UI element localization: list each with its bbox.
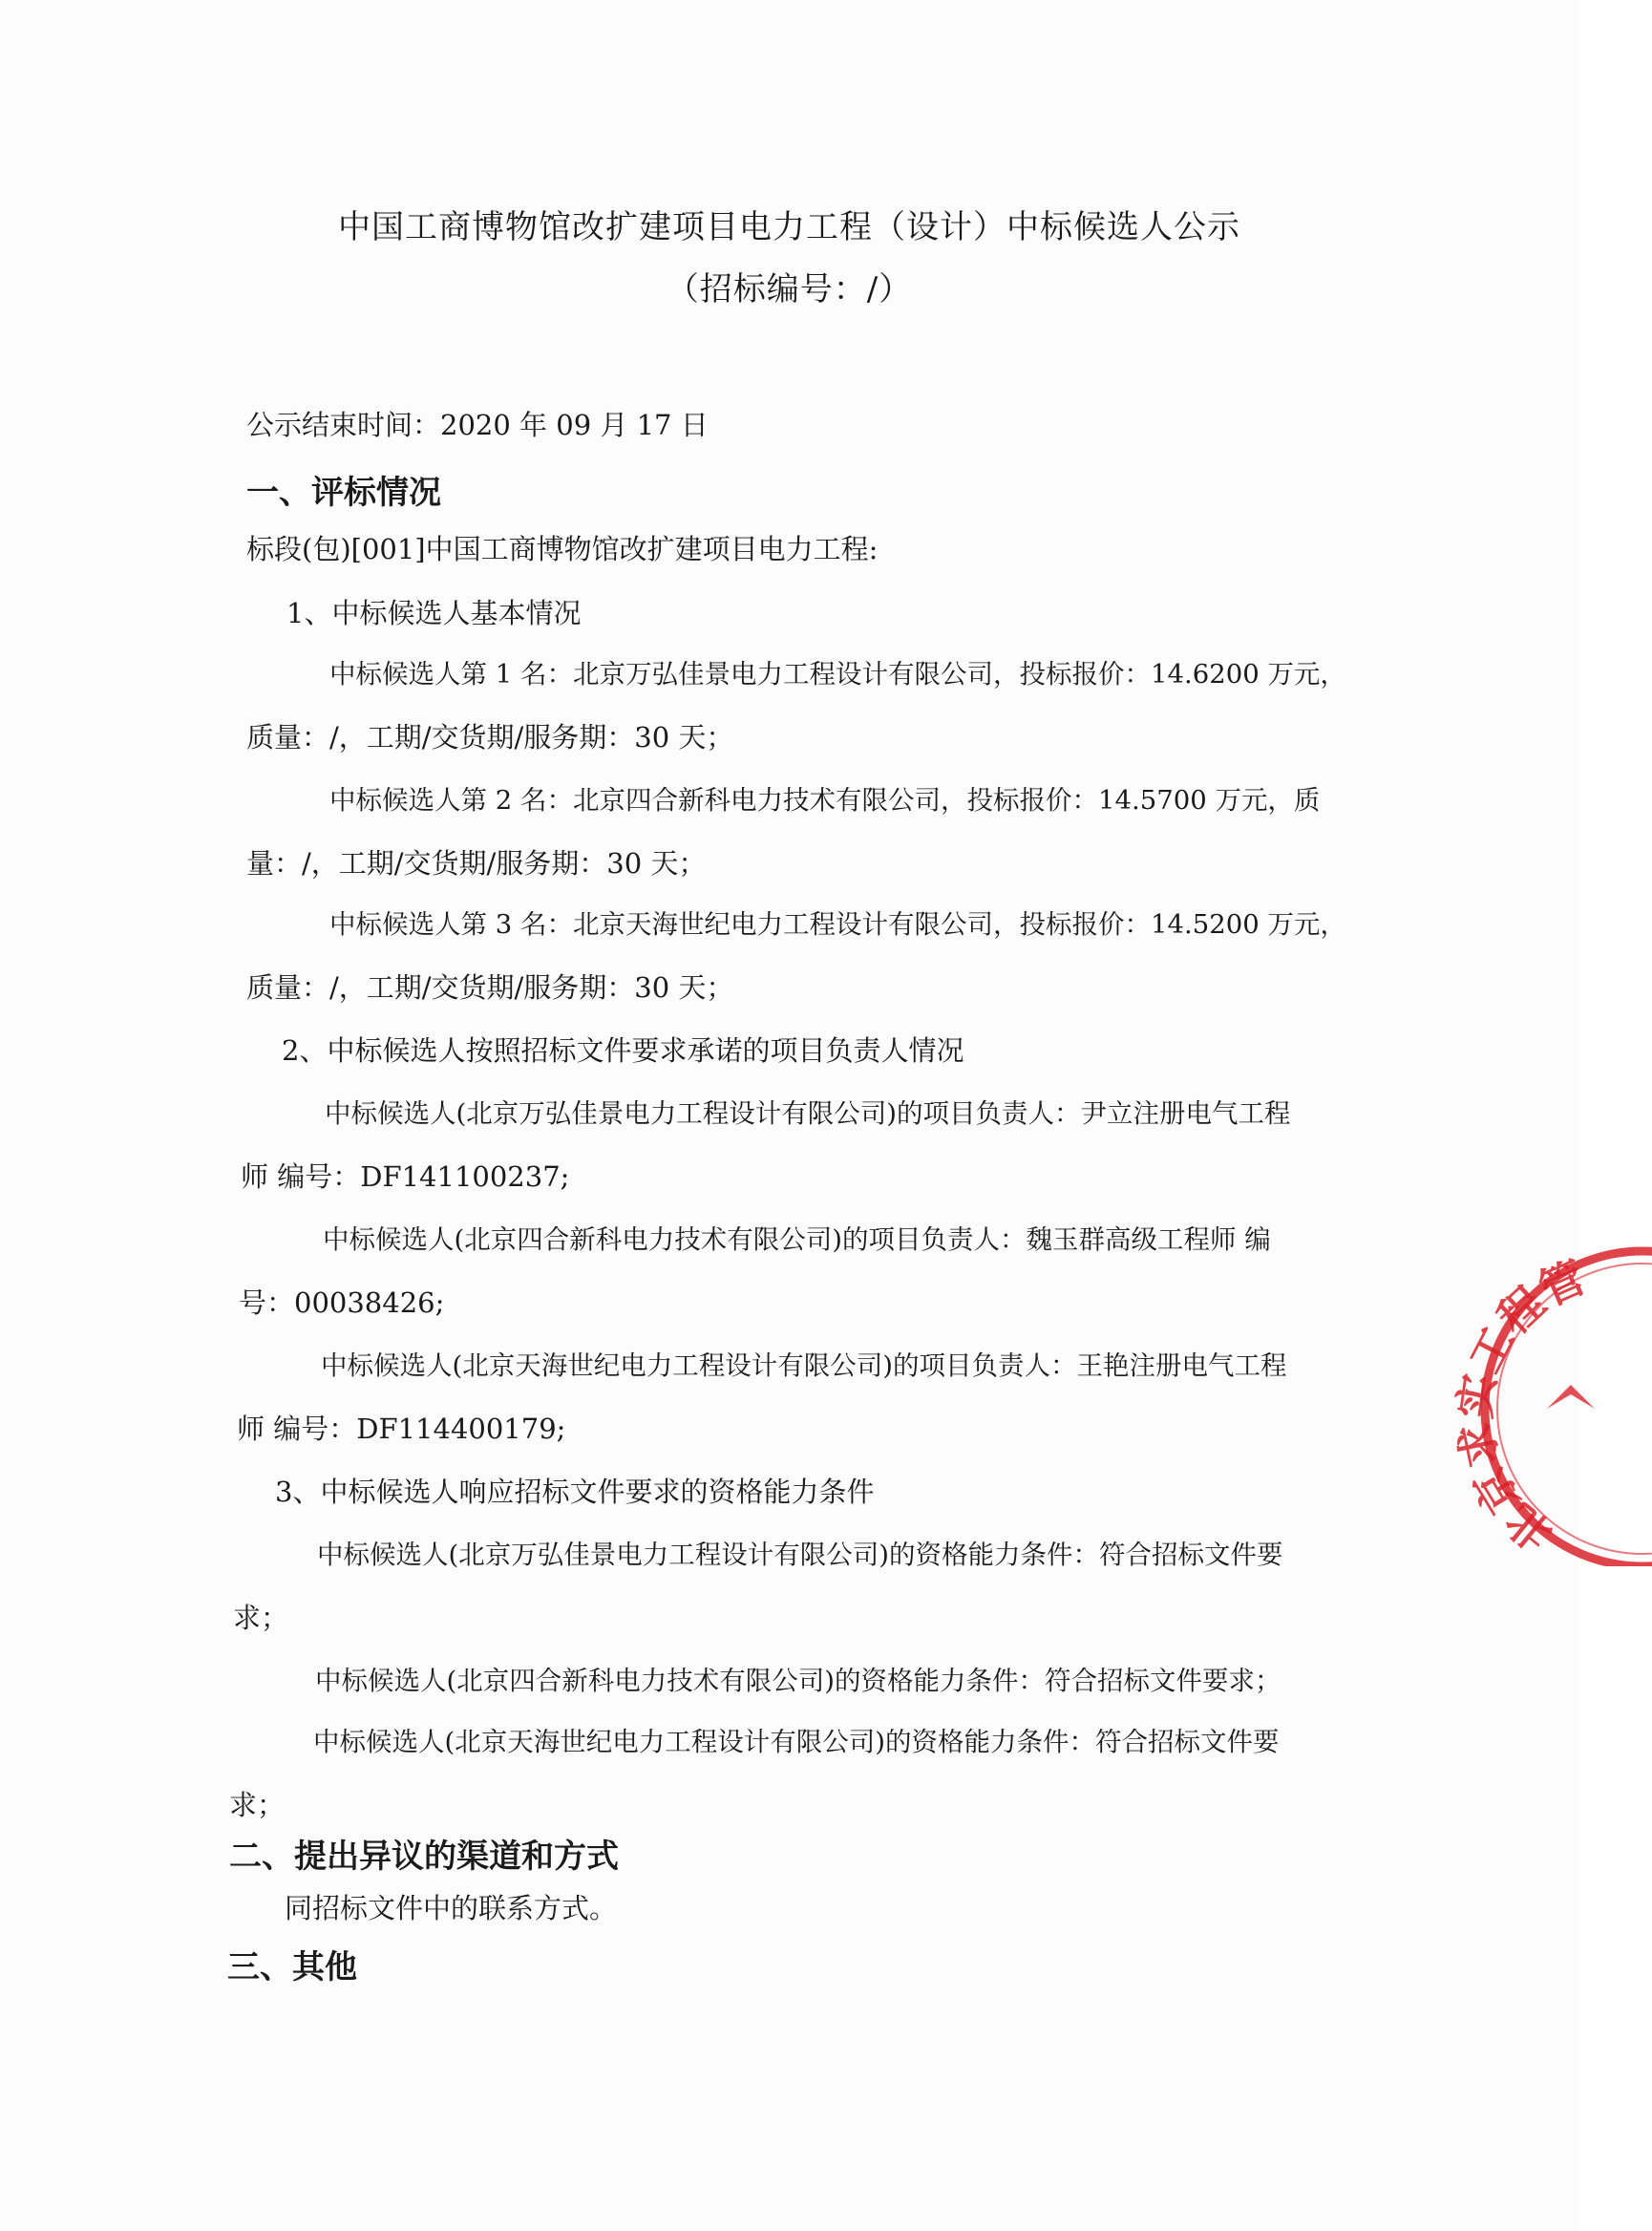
section2-heading: 二、提出异议的渠道和方式 <box>229 1838 619 1876</box>
section3-heading: 三、其他 <box>227 1948 357 1987</box>
publicity-end-time: 公示结束时间：2020 年 09 月 17 日 <box>246 409 709 441</box>
pm-1-line-b: 师 编号：DF141100237; <box>241 1160 570 1193</box>
qualification-1-line-b: 求； <box>233 1602 289 1634</box>
section1-heading: 一、评标情况 <box>246 474 441 512</box>
candidate-2-line-b: 量：/，工期/交货期/服务期：30 天； <box>246 847 707 880</box>
pm-1-line-a: 中标候选人(北京万弘佳景电力工程设计有限公司)的项目负责人：尹立注册电气工程 <box>325 1098 1291 1129</box>
qualification-3-line-a: 中标候选人(北京天海世纪电力工程设计有限公司)的资格能力条件：符合招标文件要 <box>313 1727 1280 1757</box>
section2-body: 同招标文件中的联系方式。 <box>285 1892 618 1924</box>
bid-number: （招标编号：/） <box>666 270 913 308</box>
pm-2-line-a: 中标候选人(北京四合新科电力技术有限公司)的项目负责人：魏玉群高级工程师 编 <box>323 1224 1271 1255</box>
sub1-title: 1、中标候选人基本情况 <box>286 597 582 629</box>
qualification-2-line: 中标候选人(北京四合新科电力技术有限公司)的资格能力条件：符合招标文件要求； <box>315 1666 1281 1696</box>
qualification-3-line-b: 求； <box>229 1789 286 1821</box>
seal-text: 北京求实工程管 <box>1448 1251 1593 1562</box>
qualification-1-line-a: 中标候选人(北京万弘佳景电力工程设计有限公司)的资格能力条件：符合招标文件要 <box>317 1540 1283 1570</box>
sub3-title: 3、中标候选人响应招标文件要求的资格能力条件 <box>275 1476 875 1508</box>
pm-3-line-a: 中标候选人(北京天海世纪电力工程设计有限公司)的项目负责人：王艳注册电气工程 <box>321 1350 1287 1381</box>
sub2-title: 2、中标候选人按照招标文件要求承诺的项目负责人情况 <box>282 1034 964 1067</box>
lot-line: 标段(包)[001]中国工商博物馆改扩建项目电力工程: <box>246 533 879 565</box>
candidate-1-line-b: 质量：/，工期/交货期/服务期：30 天； <box>246 721 734 754</box>
document-title: 中国工商博物馆改扩建项目电力工程（设计）中标候选人公示 <box>338 208 1240 246</box>
candidate-3-line-a: 中标候选人第 3 名：北京天海世纪电力工程设计有限公司，投标报价：14.5200 万元， <box>329 909 1346 940</box>
pm-2-line-b: 号：00038426; <box>239 1286 445 1319</box>
pm-3-line-b: 师 编号：DF114400179; <box>237 1413 566 1445</box>
svg-text:北京求实工程管 <box>1449 1251 1593 1562</box>
candidate-3-line-b: 质量：/，工期/交货期/服务期：30 天； <box>246 971 734 1004</box>
candidate-1-line-a: 中标候选人第 1 名：北京万弘佳景电力工程设计有限公司，投标报价：14.6200 万元， <box>329 659 1346 690</box>
company-seal <box>1404 1242 1652 1566</box>
candidate-2-line-a: 中标候选人第 2 名：北京四合新科电力技术有限公司，投标报价：14.5700 万元，质 <box>329 785 1321 816</box>
